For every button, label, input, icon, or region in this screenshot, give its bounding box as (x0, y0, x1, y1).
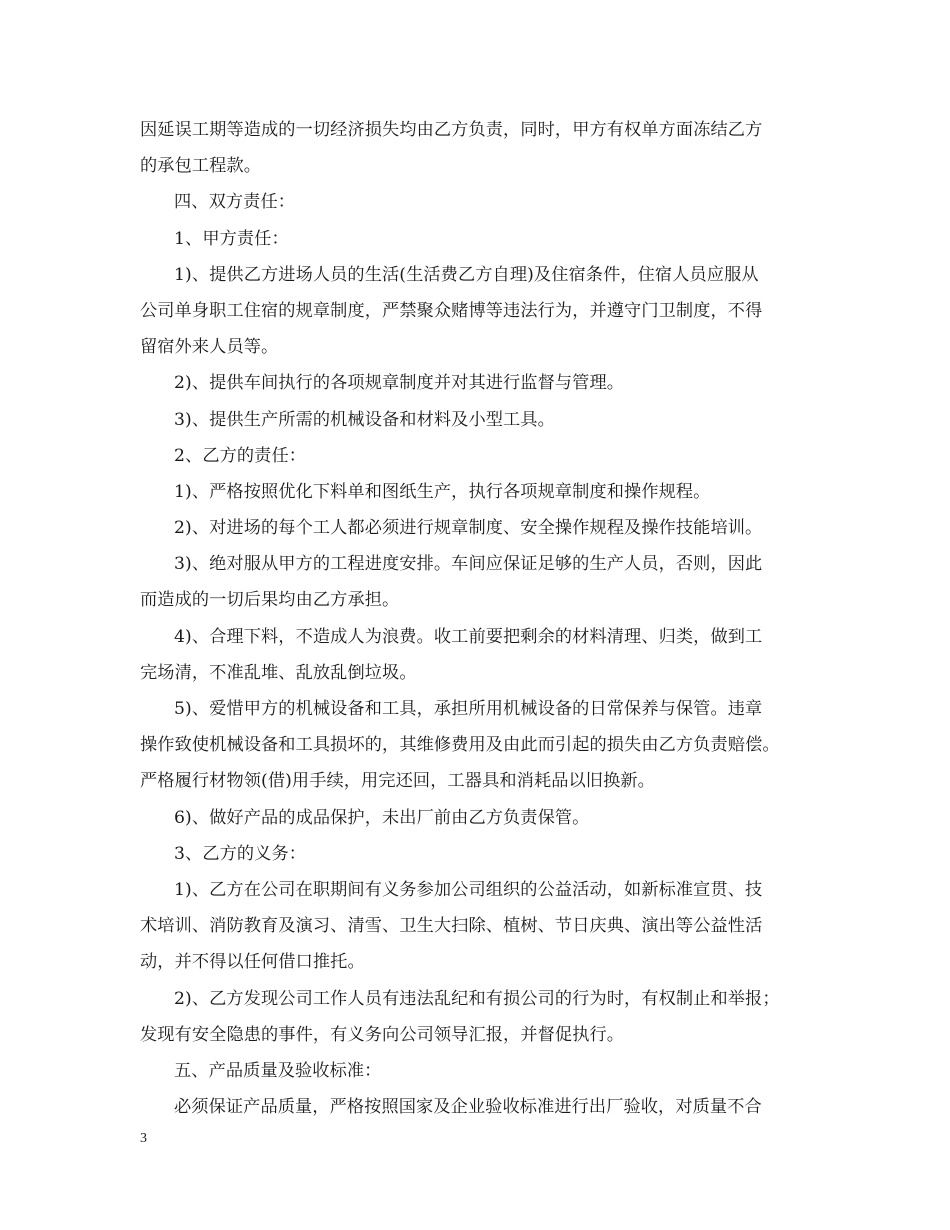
text-line: 3、乙方的义务： (174, 843, 307, 864)
text-line: 公司单身职工住宿的规章制度，严禁聚众赌博等违法行为，并遵守门卫制度，不得 (140, 300, 763, 321)
text-line: 5)、爱惜甲方的机械设备和工具，承担所用机械设备的日常保养与保管。违章 (174, 699, 763, 719)
text-line: 五、产品质量及验收标准： (174, 1060, 382, 1081)
text-line: 发现有安全隐患的事件，有义务向公司领导汇报，并督促执行。 (140, 1024, 625, 1045)
text-line: 3)、绝对服从甲方的工程进度安排。车间应保证足够的生产人员，否则，因此 (174, 554, 763, 575)
text-line: 1、甲方责任： (174, 228, 289, 249)
text-line: 6)、做好产品的成品保护，未出厂前由乙方负责保管。 (174, 807, 590, 828)
text-line: 的承包工程款。 (140, 156, 262, 177)
text-line: 2)、对进场的每个工人都必须进行规章制度、安全操作规程及操作技能培训。 (174, 518, 763, 539)
text-line: 操作致使机械设备和工具损坏的，其维修费用及由此而引起的损失由乙方负责赔偿。 (140, 735, 780, 756)
text-line: 3)、提供生产所需的机械设备和材料及小型工具。 (174, 409, 555, 430)
text-line: 严格履行材物领(借)用手续，用完还回，工器具和消耗品以旧换新。 (140, 771, 655, 792)
text-line: 完场清，不准乱堆、乱放乱倒垃圾。 (140, 662, 417, 683)
text-line: 4)、合理下料，不造成人为浪费。收工前要把剩余的材料清理、归类，做到工 (174, 626, 763, 647)
page-number: 3 (140, 1131, 147, 1146)
text-line: 留宿外来人员等。 (140, 337, 279, 358)
text-line: 而造成的一切后果均由乙方承担。 (140, 590, 400, 611)
text-line: 1)、提供乙方进场人员的生活(生活费乙方自理)及住宿条件，住宿人员应服从 (174, 264, 759, 285)
text-line: 必须保证产品质量，严格按照国家及企业验收标准进行出厂验收，对质量不合 (174, 1097, 762, 1118)
text-line: 2)、乙方发现公司工作人员有违法乱纪和有损公司的行为时，有权制止和举报； (174, 988, 780, 1009)
text-line: 1)、严格按照优化下料单和图纸生产，执行各项规章制度和操作规程。 (174, 481, 711, 502)
text-line: 因延误工期等造成的一切经济损失均由乙方负责，同时，甲方有权单方面冻结乙方 (140, 120, 763, 140)
text-line: 动，并不得以任何借口推托。 (140, 952, 365, 973)
document-body (140, 112, 840, 1125)
text-line: 术培训、消防教育及演习、清雪、卫生大扫除、植树、节日庆典、演出等公益性活 (140, 916, 763, 937)
text-line: 1)、乙方在公司在职期间有义务参加公司组织的公益活动，如新标准宣贯、技 (174, 879, 763, 900)
text-line: 2)、提供车间执行的各项规章制度并对其进行监督与管理。 (174, 373, 625, 394)
text-line: 四、双方责任： (174, 192, 296, 213)
text-line: 2、乙方的责任： (174, 445, 307, 466)
